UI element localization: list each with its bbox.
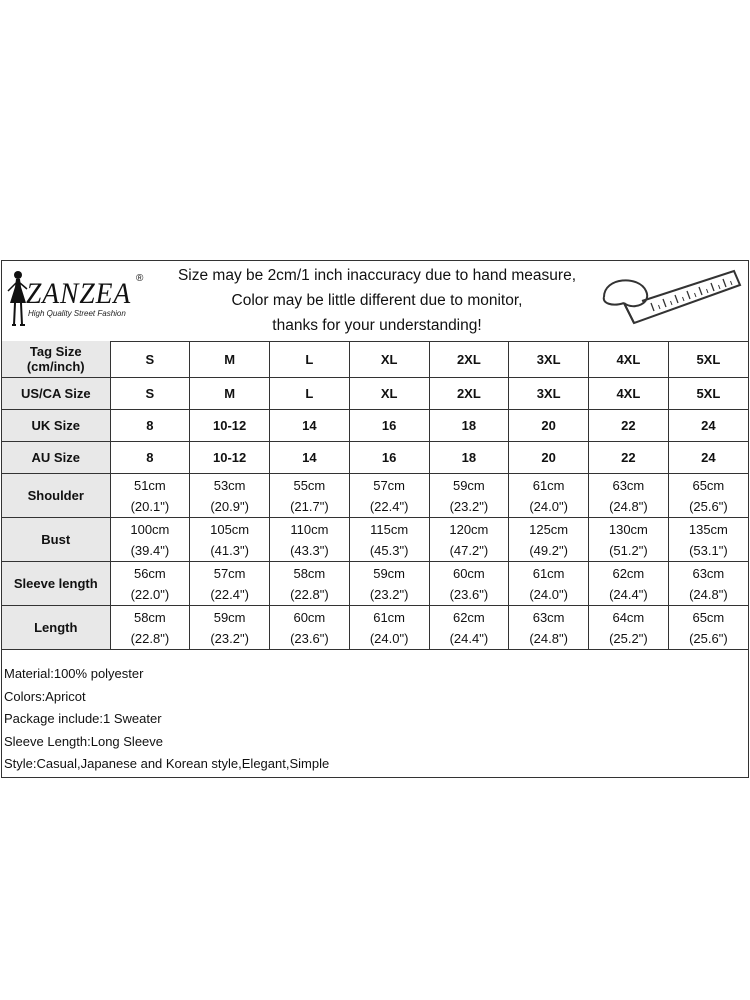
cm-value: 110cm [290, 521, 329, 537]
inch-value: (39.4") [130, 542, 170, 558]
cm-value: 65cm [692, 609, 725, 625]
spec-style: Style:Casual,Japanese and Korean style,Elegant,Simple [4, 756, 330, 771]
table-cell [349, 562, 429, 606]
spec-material: Material:100% polyester [4, 666, 144, 681]
inch-value: (25.6") [689, 630, 728, 646]
size-chart-sheet [1, 260, 749, 778]
table-cell: 22 [589, 442, 669, 474]
length-row [2, 606, 748, 650]
inch-value: (20.9") [210, 498, 249, 514]
cm-value: 64cm [612, 609, 645, 625]
inch-value: (22.0") [130, 586, 170, 602]
cm-value: 135cm [688, 521, 728, 537]
inch-value: (22.4") [210, 586, 249, 602]
cm-value: 61cm [532, 565, 565, 581]
shoulder-row [2, 474, 748, 518]
table-cell [668, 562, 748, 606]
cm-value: 53cm [213, 477, 246, 493]
table-cell [110, 518, 190, 562]
table-cell [668, 474, 748, 518]
tag-size-cell: 3XL [509, 341, 589, 378]
table-cell: 24 [668, 442, 748, 474]
tag-size-row [2, 341, 748, 378]
table-cell: 22 [589, 410, 669, 442]
us-ca-size-row [2, 378, 748, 410]
cm-value: 63cm [532, 609, 565, 625]
row-label: US/CA Size [2, 378, 110, 410]
cm-value: 62cm [612, 565, 645, 581]
inch-value: (45.3") [369, 542, 409, 558]
table-cell [270, 474, 350, 518]
table-cell: 14 [270, 442, 350, 474]
cm-value: 130cm [608, 521, 648, 537]
table-cell: 20 [509, 410, 589, 442]
table-cell: 24 [668, 410, 748, 442]
inch-value: (20.1") [130, 498, 170, 514]
table-cell [429, 474, 509, 518]
inch-value: (23.2") [369, 586, 409, 602]
inch-value: (49.2") [529, 542, 568, 558]
inch-value: (23.6") [290, 630, 329, 646]
spec-sleeve-length: Sleeve Length:Long Sleeve [4, 733, 164, 749]
tag-size-cell: M [190, 341, 270, 378]
cm-value: 115cm [370, 521, 409, 537]
table-cell [429, 518, 509, 562]
table-cell: 10-12 [190, 410, 270, 442]
table-cell [270, 518, 350, 562]
chart-header [2, 261, 748, 342]
table-cell [190, 562, 270, 606]
spec-package: Package include:1 Sweater [4, 711, 162, 726]
registered-mark: ® [136, 273, 144, 284]
inch-value: (22.8") [290, 586, 329, 602]
table-cell: 16 [349, 442, 429, 474]
table-cell [589, 606, 669, 650]
inch-value: (24.0") [529, 586, 568, 602]
tag-size-cell: XL [349, 341, 429, 378]
table-cell: S [110, 378, 190, 410]
cm-value: 63cm [612, 477, 645, 493]
inch-value: (23.6") [449, 586, 489, 602]
row-label: UK Size [2, 410, 110, 442]
cm-value: 63cm [692, 565, 725, 581]
tag-size-cell: S [110, 341, 190, 378]
cm-value: 100cm [130, 521, 170, 537]
cm-value: 60cm [452, 565, 485, 581]
table-cell [349, 474, 429, 518]
table-cell [509, 562, 589, 606]
inch-value: (53.1") [689, 542, 728, 558]
inch-value: (22.4") [369, 498, 409, 514]
inch-value: (24.4") [609, 586, 648, 602]
notice-line: thanks for your understanding! [272, 317, 482, 334]
table-cell: 2XL [429, 378, 509, 410]
table-cell: 8 [110, 410, 190, 442]
table-cell [270, 606, 350, 650]
cm-value: 62cm [452, 609, 485, 625]
cm-value: 120cm [449, 521, 489, 537]
cm-value: 58cm [133, 609, 166, 625]
cm-value: 51cm [133, 477, 166, 493]
table-cell: 3XL [509, 378, 589, 410]
tag-size-cell: L [270, 341, 350, 378]
inch-value: (25.6") [689, 498, 728, 514]
inch-value: (24.4") [449, 630, 489, 646]
inch-value: (47.2") [449, 542, 489, 558]
table-cell [429, 606, 509, 650]
table-cell [110, 606, 190, 650]
cm-value: 61cm [373, 609, 406, 625]
table-cell: 4XL [589, 378, 669, 410]
inch-value: (23.2") [449, 498, 489, 514]
inch-value: (41.3") [210, 542, 249, 558]
table-cell: 18 [429, 442, 509, 474]
measuring-tape-icon [594, 267, 744, 337]
row-label: Bust [2, 518, 110, 562]
table-cell: L [270, 378, 350, 410]
uk-size-row [2, 410, 748, 442]
cm-value: 57cm [373, 477, 406, 493]
table-cell [429, 562, 509, 606]
cm-value: 59cm [213, 609, 246, 625]
cm-value: 60cm [293, 609, 326, 625]
inch-value: (51.2") [609, 542, 648, 558]
sleeve-length-row [2, 562, 748, 606]
table-cell [110, 562, 190, 606]
table-cell: 10-12 [190, 442, 270, 474]
row-label: Shoulder [2, 474, 110, 518]
inch-value: (21.7") [290, 498, 329, 514]
table-cell: 18 [429, 410, 509, 442]
size-table [2, 341, 748, 650]
tag-size-label-line1: Tag Size [29, 344, 82, 359]
table-cell [589, 562, 669, 606]
inch-value: (23.2") [210, 630, 249, 646]
brand-name: ZANZEA [26, 277, 132, 310]
bust-row [2, 518, 748, 562]
table-cell [190, 518, 270, 562]
inch-value: (43.3") [290, 542, 329, 558]
table-cell: 20 [509, 442, 589, 474]
table-cell [589, 518, 669, 562]
spec-colors: Colors:Apricot [4, 688, 86, 704]
cm-value: 105cm [210, 521, 250, 537]
measurement-notice [152, 263, 602, 338]
table-cell [190, 474, 270, 518]
product-specs [4, 663, 744, 776]
inch-value: (24.8") [529, 630, 568, 646]
tag-size-cell: 2XL [429, 341, 509, 378]
au-size-row [2, 442, 748, 474]
table-cell [589, 474, 669, 518]
cm-value: 61cm [532, 477, 565, 493]
cm-value: 65cm [692, 477, 725, 493]
brand-tagline: High Quality Street Fashion [28, 309, 126, 318]
inch-value: (24.0") [529, 498, 568, 514]
table-cell [349, 606, 429, 650]
table-cell: XL [349, 378, 429, 410]
table-cell [110, 474, 190, 518]
cm-value: 56cm [133, 565, 166, 581]
tag-size-cell: 4XL [589, 341, 669, 378]
table-cell: 8 [110, 442, 190, 474]
table-cell [509, 474, 589, 518]
tag-size-cell: 5XL [668, 341, 748, 378]
cm-value: 57cm [213, 565, 246, 581]
inch-value: (22.8") [130, 630, 170, 646]
table-cell: M [190, 378, 270, 410]
cm-value: 59cm [373, 565, 406, 581]
notice-line: Size may be 2cm/1 inch inaccuracy due to hand measure, [177, 267, 577, 284]
table-cell [668, 606, 748, 650]
table-cell [509, 606, 589, 650]
inch-value: (24.8") [689, 586, 728, 602]
cm-value: 59cm [452, 477, 485, 493]
inch-value: (25.2") [609, 630, 648, 646]
cm-value: 55cm [293, 477, 326, 493]
table-cell [349, 518, 429, 562]
inch-value: (24.0") [369, 630, 409, 646]
row-label: AU Size [2, 442, 110, 474]
table-cell: 14 [270, 410, 350, 442]
table-cell: 5XL [668, 378, 748, 410]
brand-logo [2, 263, 162, 339]
tag-size-label [2, 341, 110, 378]
notice-line: Color may be little different due to monitor, [231, 292, 523, 309]
tag-size-label-line2: (cm/inch) [26, 359, 85, 374]
inch-value: (24.8") [609, 498, 648, 514]
cm-value: 58cm [293, 565, 326, 581]
table-cell: 16 [349, 410, 429, 442]
row-label: Sleeve length [2, 562, 110, 606]
cm-value: 125cm [529, 521, 569, 537]
table-cell [270, 562, 350, 606]
row-label: Length [2, 606, 110, 650]
table-cell [190, 606, 270, 650]
table-cell [509, 518, 589, 562]
table-cell [668, 518, 748, 562]
